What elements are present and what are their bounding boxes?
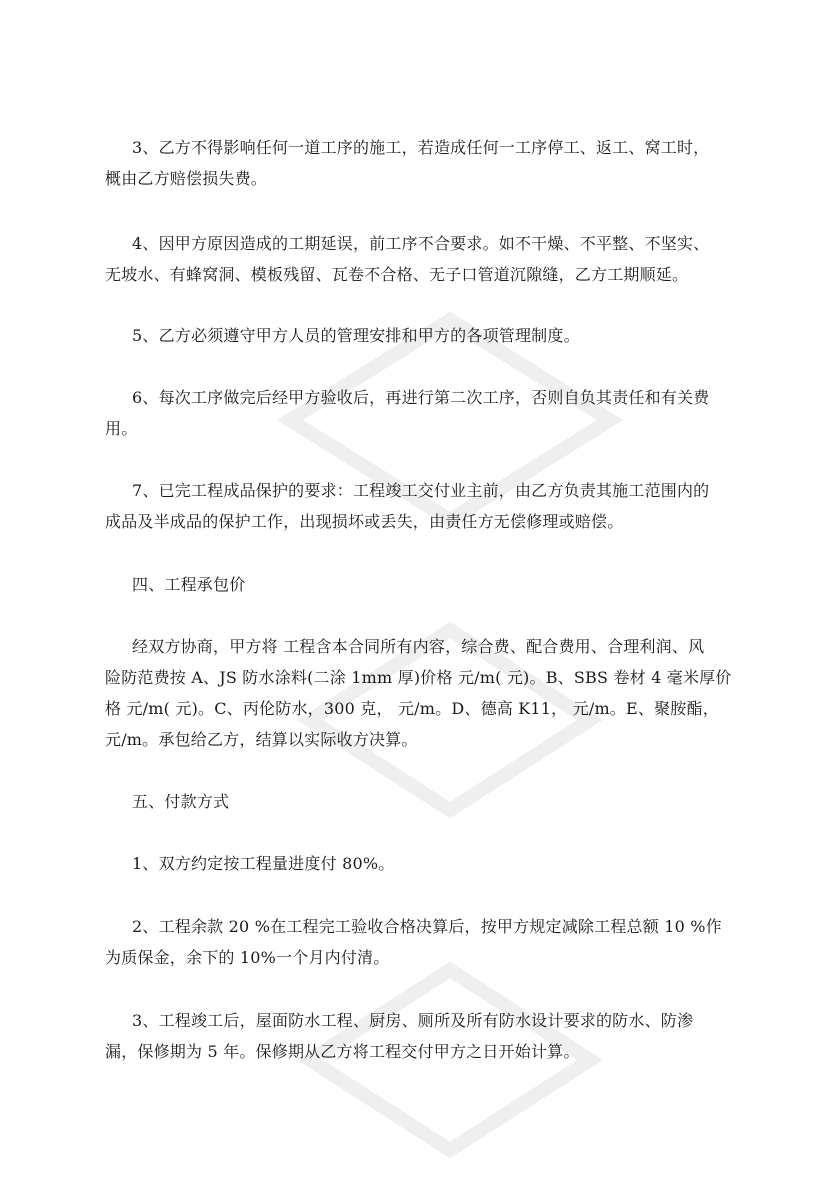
price-line-3: 格 元/m( 元)。C、丙伦防水，300 克， 元/m。D、德高 K11， 元/m。E、聚胺酯， — [105, 699, 719, 718]
payment-2-line-1: 2、工程余款 20 %在工程完工验收合格决算后，按甲方规定减除工程总额 10 %作 — [132, 917, 722, 936]
clause-4-line-2: 无坡水、有蜂窝洞、模板残留、瓦卷不合格、无子口管道沉隙缝，乙方工期顺延。 — [105, 265, 689, 284]
payment-1-paragraph — [105, 848, 725, 879]
section-4-heading — [105, 569, 725, 600]
payment-3-line-1: 3、工程竣工后，屋面防水工程、厨房、厕所及所有防水设计要求的防水、防渗 — [132, 1011, 694, 1030]
price-line-2: 险防范费按 A、JS 防水涂料(二涂 1mm 厚)价格 元/m( 元)。B、SBS 卷材 4 毫米厚价 — [105, 668, 732, 687]
clause-7-line-2: 成品及半成品的保护工作，出现损坏或丢失，由责任方无偿修理或赔偿。 — [105, 512, 624, 531]
price-paragraph — [105, 631, 732, 755]
clause-3-paragraph — [105, 132, 725, 194]
payment-1-line-1: 1、双方约定按工程量进度付 80%。 — [132, 854, 395, 873]
clause-4-paragraph — [105, 228, 725, 290]
clause-7-line-1: 7、已完工程成品保护的要求：工程竣工交付业主前，由乙方负责其施工范围内的 — [132, 481, 710, 500]
clause-6-line-2: 用。 — [105, 419, 138, 438]
section-5-heading-text: 五、付款方式 — [132, 792, 230, 811]
price-line-4: 元/m。承包给乙方，结算以实际收方决算。 — [105, 730, 418, 749]
payment-2-paragraph — [105, 911, 725, 973]
clause-5-paragraph — [105, 320, 725, 351]
price-line-1: 经双方协商，甲方将 工程含本合同所有内容，综合费、配合费用、合理利润、风 — [132, 637, 705, 656]
payment-2-line-2: 为质保金，余下的 10%一个月内付清。 — [105, 948, 390, 967]
clause-3-line-1: 3、乙方不得影响任何一道工序的施工，若造成任何一工序停工、返工、窝工时， — [132, 138, 710, 157]
section-4-heading-text: 四、工程承包价 — [132, 575, 246, 594]
clause-4-line-1: 4、因甲方原因造成的工期延误，前工序不合要求。如不干燥、不平整、不坚实、 — [132, 234, 710, 253]
clause-5-line-1: 5、乙方必须遵守甲方人员的管理安排和甲方的各项管理制度。 — [132, 326, 580, 345]
payment-3-paragraph — [105, 1005, 725, 1067]
clause-6-paragraph — [105, 382, 725, 444]
clause-7-paragraph — [105, 475, 725, 537]
section-5-heading — [105, 786, 725, 817]
payment-3-line-2: 漏，保修期为 5 年。保修期从乙方将工程交付甲方之日开始计算。 — [105, 1042, 580, 1061]
clause-6-line-1: 6、每次工序做完后经甲方验收后，再进行第二次工序，否则自负其责任和有关费 — [132, 388, 710, 407]
clause-3-line-2: 概由乙方赔偿损失费。 — [105, 169, 268, 188]
